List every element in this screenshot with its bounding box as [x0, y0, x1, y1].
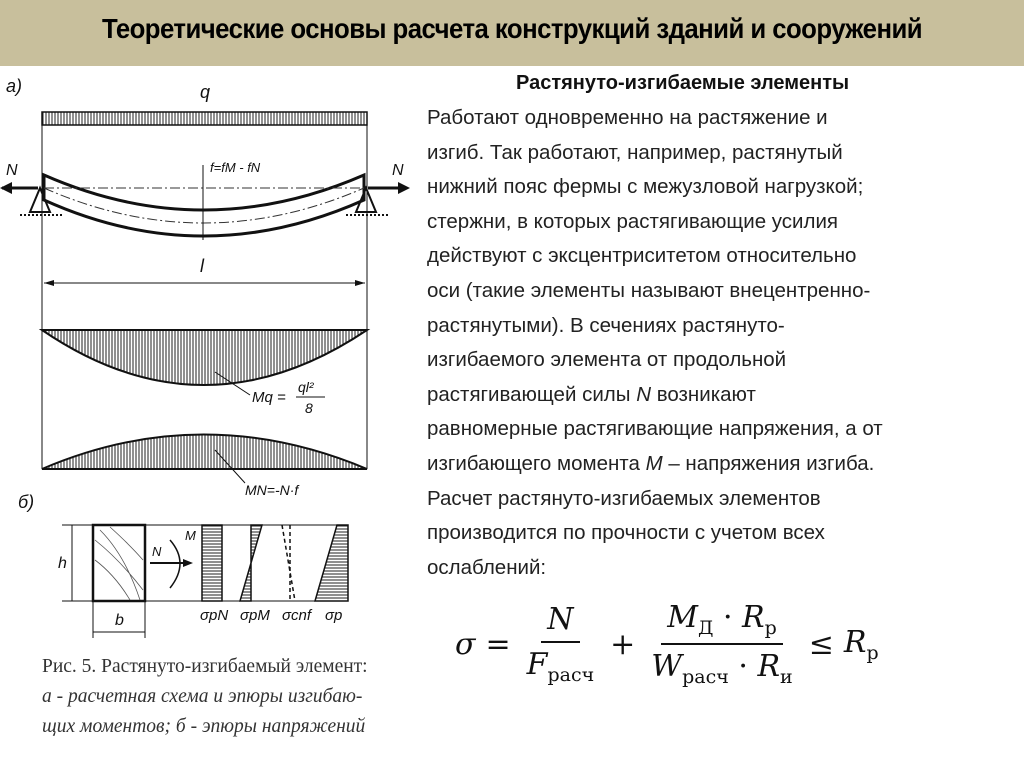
sigma-p-label: σp — [325, 607, 343, 624]
width-label: b — [115, 612, 124, 629]
den2-w-sub: расч — [682, 666, 729, 688]
mq-denominator: 8 — [305, 400, 313, 416]
sigma: σ — [455, 626, 476, 662]
text-line: ослаблений: — [427, 555, 547, 579]
rhs-sub: р — [866, 641, 879, 664]
text-line: Работают одновременно на растяжение и — [427, 106, 828, 129]
text-line: изгиб. Так работают, например, растянутый — [427, 140, 843, 164]
strength-formula — [455, 600, 879, 688]
caption-line: щих моментов; б - эпюры напряжений — [42, 716, 366, 737]
text: – напряжения изгиба. — [662, 451, 875, 475]
num2-r: R — [742, 600, 765, 635]
beam-diagram-figure — [0, 0, 420, 650]
den2-r: R — [757, 649, 781, 684]
text-line: стержни, в которых растягивающие усилия — [427, 209, 839, 233]
text-line: Расчет растянуто-изгибаемых элементов — [427, 486, 821, 510]
moment-diagram-mq — [42, 330, 367, 385]
stress-diagram-p — [315, 525, 348, 601]
load-q-label: q — [200, 82, 211, 102]
text-line: нижний пояс фермы с межузловой нагрузкой; — [427, 175, 864, 199]
text-line: равномерные растягивающие напряжения, а от — [427, 417, 883, 441]
sigma-cnf-label: σcnf — [282, 607, 312, 624]
num2-r-sub: р — [764, 617, 777, 639]
fraction-2 — [645, 600, 798, 688]
rhs-r: R — [843, 624, 867, 660]
den1-sub: расч — [547, 664, 595, 686]
caption-line: а - расчетная схема и эпюры изгибаю- — [42, 686, 363, 707]
num2-m-sub: Д — [697, 617, 714, 639]
num2-m: M — [667, 600, 698, 635]
text: изгибающего момента — [427, 451, 646, 475]
plus: + — [610, 626, 636, 662]
span-label: l — [200, 256, 204, 276]
fraction-1 — [521, 602, 601, 686]
figure-caption — [42, 652, 368, 742]
text-line: оси (такие элементы называют внецентренно- — [427, 278, 871, 302]
dot: · — [713, 600, 743, 635]
section-m-label: M — [185, 528, 196, 543]
cross-section — [93, 525, 145, 601]
num1: N — [547, 602, 574, 637]
slide-title: Теоретические основы расчета конструкций зданий и сооружений — [101, 13, 923, 44]
stress-diagram-pm — [240, 525, 262, 601]
less-equal: ≤ — [808, 626, 834, 662]
deflection-label: f=fM - fN — [210, 160, 261, 175]
sigma-pn-label: σpN — [200, 607, 229, 624]
text-line — [427, 447, 883, 482]
den2-w: W — [651, 649, 683, 684]
equals: = — [485, 626, 511, 662]
text: растягивающей силы — [427, 382, 637, 406]
stress-diagram-cnf — [282, 525, 295, 601]
caption-title: Рис. 5. Растянуто-изгибаемый элемент: — [42, 656, 368, 677]
text-line: действуют с эксцентриситетом относительно — [427, 244, 857, 268]
force-n-right: N — [392, 162, 404, 179]
text: возникают — [651, 382, 756, 406]
stress-diagram-pn — [202, 525, 222, 601]
height-label: h — [58, 555, 67, 572]
sigma-pm-label: σpM — [240, 607, 270, 624]
mn-label: MN=-N·f — [245, 482, 299, 498]
distributed-load — [42, 112, 367, 125]
symbol-n: N — [636, 382, 651, 406]
moment-diagram-mn — [42, 435, 367, 470]
symbol-m: M — [645, 451, 663, 475]
text-line: растянутыми). В сечениях растянуто- — [427, 313, 785, 337]
label-b: б) — [18, 492, 35, 512]
mq-numerator: ql² — [298, 379, 314, 395]
body-text — [427, 101, 883, 585]
text-line: изгибаемого элемента от продольной — [427, 348, 787, 372]
text-line — [427, 378, 883, 413]
dot: · — [728, 649, 758, 684]
den2-r-sub: и — [780, 666, 793, 688]
section-n-label: N — [152, 544, 162, 559]
text-line: производится по прочности с учетом всех — [427, 521, 825, 545]
force-n-left: N — [6, 162, 18, 179]
section-heading: Растянуто-изгибаемые элементы — [516, 72, 850, 94]
den1: F — [526, 647, 548, 682]
mq-label: Mq = — [252, 389, 286, 406]
label-a: а) — [6, 76, 23, 96]
